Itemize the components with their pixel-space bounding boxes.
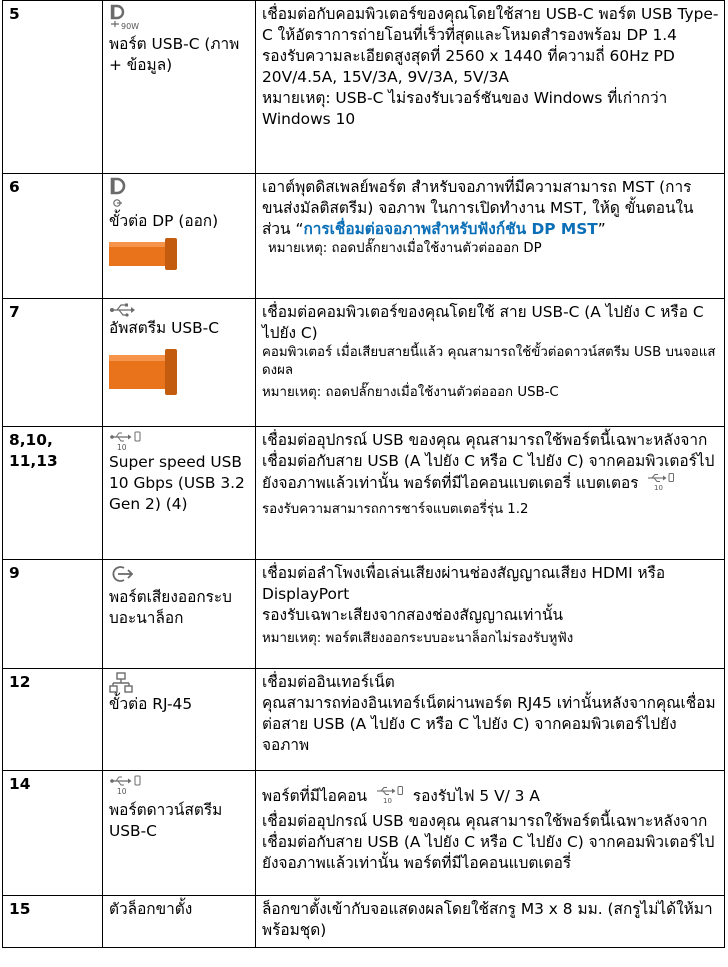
connector-cell	[103, 896, 256, 948]
note-text	[262, 240, 719, 258]
description-main: เชื่อมต่ออุปกรณ์ USB ของคุณ คุณสามารถใช้พอร์ตนี้เฉพาะหลังจากเชื่อมต่อกับสาย USB (A ไปยัง C หรือ C ไปยัง C) จากคอมพิวเตอร์ไปยังจอภาพแล้วเท่านั้น พอร์ตที่มีไอคอนแบตเตอรี่ แบตเตอร	[262, 431, 715, 492]
icon-sub-label: 90W	[121, 22, 140, 31]
icon-sub-label: 10	[117, 443, 127, 452]
connector-cell	[103, 669, 256, 771]
port-number: 5	[3, 1, 103, 174]
description-text-2: รองรับเฉพาะเสียงจากสองช่องสัญญาณเท่านั้น	[262, 606, 564, 624]
usb-10-battery-icon	[109, 430, 250, 452]
table-row	[3, 174, 725, 299]
connector-label: พอร์ต USB-C (ภาพ + ข้อมูล)	[109, 35, 240, 74]
connector-label: Super speed USB 10 Gbps (USB 3.2 Gen 2) (4)	[109, 453, 245, 513]
usb-10-battery-icon	[375, 785, 405, 811]
description-end: รองรับความสามารถการชาร์จแบตเตอรี่รุ่น 1.2	[262, 502, 529, 517]
description-cell	[256, 1, 725, 174]
port-number: 14	[3, 771, 103, 896]
network-icon	[109, 672, 250, 694]
connector-label: พอร์ตเสียงออกระบบอะนาล็อก	[109, 588, 232, 627]
connector-cell	[103, 771, 256, 896]
connector-cell	[103, 427, 256, 560]
table-row	[3, 771, 725, 896]
connector-label: ตัวล็อกขาตั้ง	[109, 900, 193, 918]
mst-section-link[interactable]: การเชื่อมต่อจอภาพสำหรับฟังก์ชัน DP MST	[303, 220, 598, 238]
port-number	[3, 427, 103, 560]
port-number-text: 8,10, 11,13	[9, 431, 58, 470]
port-number: 12	[3, 669, 103, 771]
description-main: เอาต์พุตดิสเพลย์พอร์ต สำหรับจอภาพที่มีความสามารถ MST (การขนส่งมัลติสตรีม) จอภาพ ในการเปิดทำงาน MST, ให้ดู ขั้นตอนในส่วน “	[262, 178, 694, 238]
rubber-plug-image	[109, 236, 250, 280]
port-number: 7	[3, 299, 103, 427]
description-end: ”	[597, 220, 606, 238]
usb-10-battery-icon	[109, 774, 250, 796]
description-text-2: เชื่อมต่ออุปกรณ์ USB ของคุณ คุณสามารถใช้พอร์ตนี้เฉพาะหลังจากเชื่อมต่อกับสาย USB (A ไปยัง C หรือ C ไปยัง C) จากคอมพิวเตอร์ไปยังจอภาพแล้วเท่านั้น พอร์ตที่มีไอคอนแบตเตอรี่	[262, 812, 715, 872]
note-text	[262, 630, 719, 648]
description-pre: พอร์ตที่มีไอคอน	[262, 787, 367, 805]
note-content: หมายเหตุ: ถอดปลั๊กยางเมื่อใช้งานตัวต่อออก DP	[268, 241, 542, 256]
displayport-out-icon	[109, 177, 250, 211]
note-text	[262, 384, 719, 402]
table-row	[3, 560, 725, 669]
description-text	[262, 430, 719, 519]
note-text: หมายเหตุ: USB-C ไม่รองรับเวอร์ชันของ Windows ที่เก่ากว่า Windows 10	[262, 89, 668, 128]
description-text: ล็อกขาตั้งเข้ากับจอแสดงผลโดยใช้สกรู M3 x 8 มม. (สกรูไม่ได้ให้มาพร้อมชุด)	[262, 900, 713, 939]
description-cell	[256, 427, 725, 560]
rubber-plug-image	[109, 343, 250, 409]
table-row	[3, 669, 725, 771]
description-cell	[256, 896, 725, 948]
usb-icon	[109, 302, 250, 318]
ports-table	[2, 0, 725, 948]
description-text: เชื่อมต่อกับคอมพิวเตอร์ของคุณโดยใช้สาย USB-C พอร์ต USB Type-C ให้อัตราการถ่ายโอนที่เร็วที่สุดและโหมดสำรองพร้อม DP 1.4 รองรับความละเอียดสูงสุดที่ 2560 x 1440 ที่ความถี่ 60Hz PD 20V/4.5A, 15V/3A, 9V/3A, 5V/3A	[262, 5, 719, 86]
description-post: รองรับไฟ 5 V/ 3 A	[412, 787, 540, 805]
description-text: เชื่อมต่อลำโพงเพื่อเล่นเสียงผ่านช่องสัญญาณเสียง HDMI หรือ DisplayPort	[262, 564, 666, 603]
connector-label: ขั้วต่อ DP (ออก)	[109, 212, 219, 230]
connector-cell	[103, 1, 256, 174]
displayport-usb-c-90w-icon	[109, 4, 250, 34]
description-cell	[256, 771, 725, 896]
connector-label: ขั้วต่อ RJ-45	[109, 695, 193, 713]
description-text	[262, 785, 719, 811]
connector-label: อัพสตรีม USB-C	[109, 319, 219, 337]
table-row	[3, 896, 725, 948]
table-row	[3, 427, 725, 560]
note-content: หมายเหตุ: ถอดปลั๊กยางเมื่อใช้งานตัวต่อออก USB-C	[262, 385, 559, 400]
description-text-2: คุณสามารถท่องอินเทอร์เน็ตผ่านพอร์ต RJ45 เท่านั้นหลังจากคุณเชื่อมต่อสาย USB (A ไปยัง C หรือ C ไปยัง C) จากคอมพิวเตอร์ไปยังจอภาพ	[262, 694, 716, 754]
description-cell	[256, 299, 725, 427]
description-cell	[256, 560, 725, 669]
icon-sub-label: 10	[117, 787, 127, 796]
icon-sub-label: 10	[382, 797, 392, 805]
connector-label: พอร์ตดาวน์สตรีม USB-C	[109, 801, 223, 840]
port-number: 6	[3, 174, 103, 299]
audio-line-out-icon	[109, 563, 250, 587]
usb-10-battery-icon	[646, 472, 676, 498]
connector-cell	[103, 174, 256, 299]
icon-sub-label: 10	[654, 484, 664, 492]
note-content: หมายเหตุ: พอร์ตเสียงออกระบบอะนาล็อกไม่รองรับหูฟัง	[262, 631, 574, 646]
port-number: 15	[3, 896, 103, 948]
description-text: เชื่อมต่อคอมพิวเตอร์ของคุณโดยใช้ สาย USB-C (A ไปยัง C หรือ C ไปยัง C)	[262, 303, 704, 342]
description-text: เชื่อมต่ออินเทอร์เน็ต	[262, 673, 395, 691]
description-text	[262, 177, 719, 240]
table-row	[3, 1, 725, 174]
description-small-text: คอมพิวเตอร์ เมื่อเสียบสายนี้แล้ว คุณสามารถใช้ขั้วต่อดาวน์สตรีม USB บนจอแสดงผล	[262, 345, 716, 378]
table-row	[3, 299, 725, 427]
description-cell	[256, 669, 725, 771]
port-number: 9	[3, 560, 103, 669]
description-cell	[256, 174, 725, 299]
connector-cell	[103, 560, 256, 669]
connector-cell	[103, 299, 256, 427]
